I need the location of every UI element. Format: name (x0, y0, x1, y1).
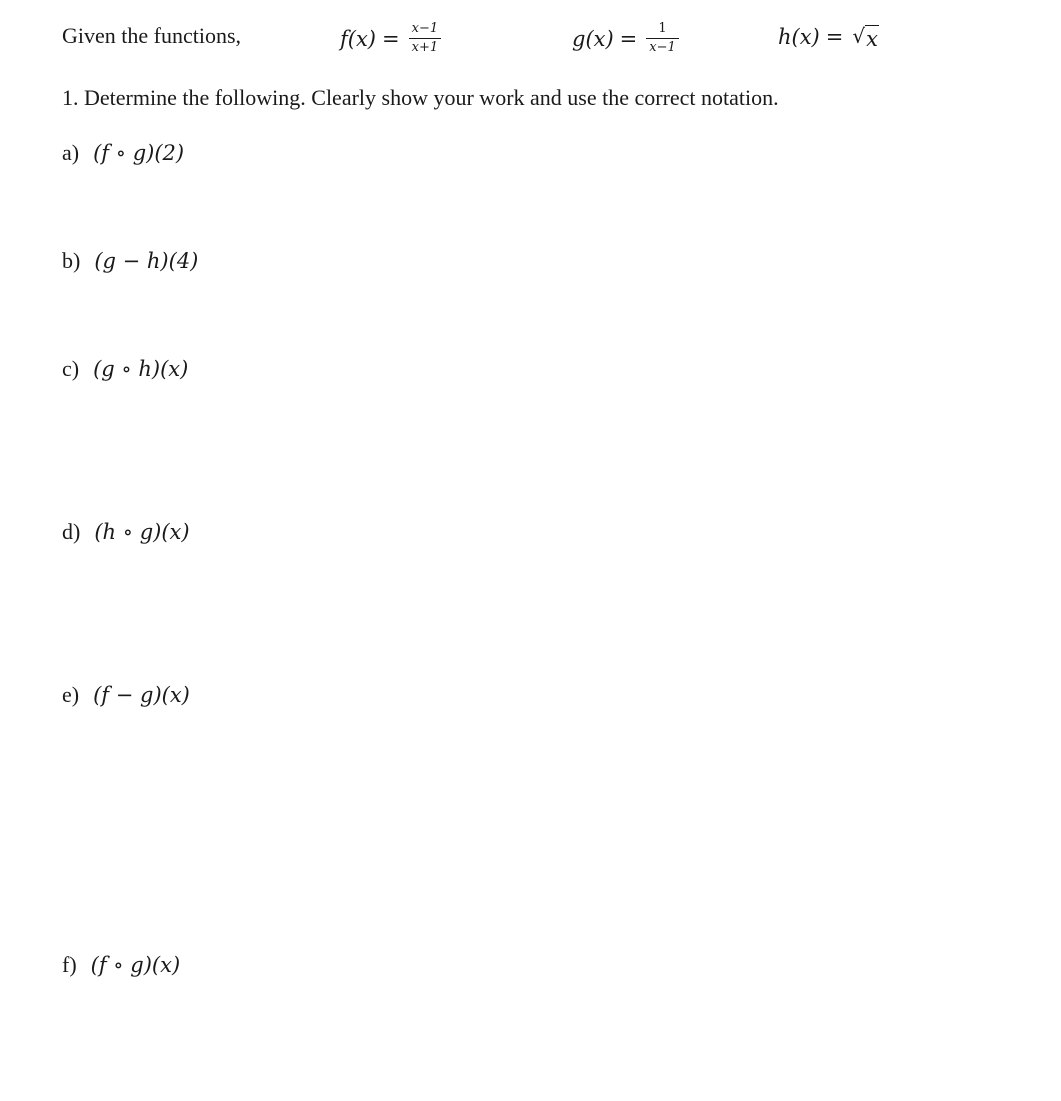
question-part-e (62, 681, 190, 709)
function-h-name: h(x) (778, 25, 820, 49)
part-expression: (f ∘ g)(x) (90, 953, 181, 977)
part-label: b) (62, 248, 81, 273)
function-f-name: f(x) (340, 26, 377, 51)
part-label: c) (62, 356, 80, 381)
part-expression: (h ∘ g)(x) (94, 520, 190, 544)
function-g-numerator: 1 (658, 21, 667, 36)
question-part-a (62, 139, 184, 167)
function-g-definition (572, 22, 679, 55)
square-root-icon: √ (852, 24, 866, 48)
part-expression: (g ∘ h)(x) (93, 357, 189, 381)
function-g-denominator: x−1 (649, 40, 676, 55)
function-g-fraction (646, 22, 679, 55)
function-f-equals: = (382, 26, 400, 51)
question-instruction: 1. Determine the following. Clearly show your work and use the correct notation. (62, 85, 779, 110)
question-part-b (62, 247, 198, 275)
part-label: d) (62, 519, 81, 544)
question-part-d (62, 518, 190, 546)
intro-text: Given the functions, (62, 23, 242, 48)
part-expression: (f − g)(x) (93, 683, 190, 707)
function-h-radicand: x (866, 27, 878, 51)
function-h-equals: = (825, 25, 844, 49)
function-f-fraction (409, 22, 442, 55)
function-f-denominator: x+1 (411, 40, 439, 55)
part-label: f) (62, 952, 77, 977)
part-expression: (f ∘ g)(2) (93, 141, 185, 165)
function-g-equals: = (619, 26, 638, 51)
part-expression: (g − h)(4) (94, 249, 199, 273)
function-f-definition (340, 22, 441, 55)
part-label: a) (62, 140, 80, 165)
part-label: e) (62, 682, 80, 707)
question-part-f (62, 951, 180, 979)
function-h-radical (852, 22, 879, 52)
function-h-definition (778, 22, 879, 52)
function-g-name: g(x) (572, 26, 614, 51)
question-part-c (62, 355, 188, 383)
function-f-numerator: x−1 (411, 21, 439, 36)
